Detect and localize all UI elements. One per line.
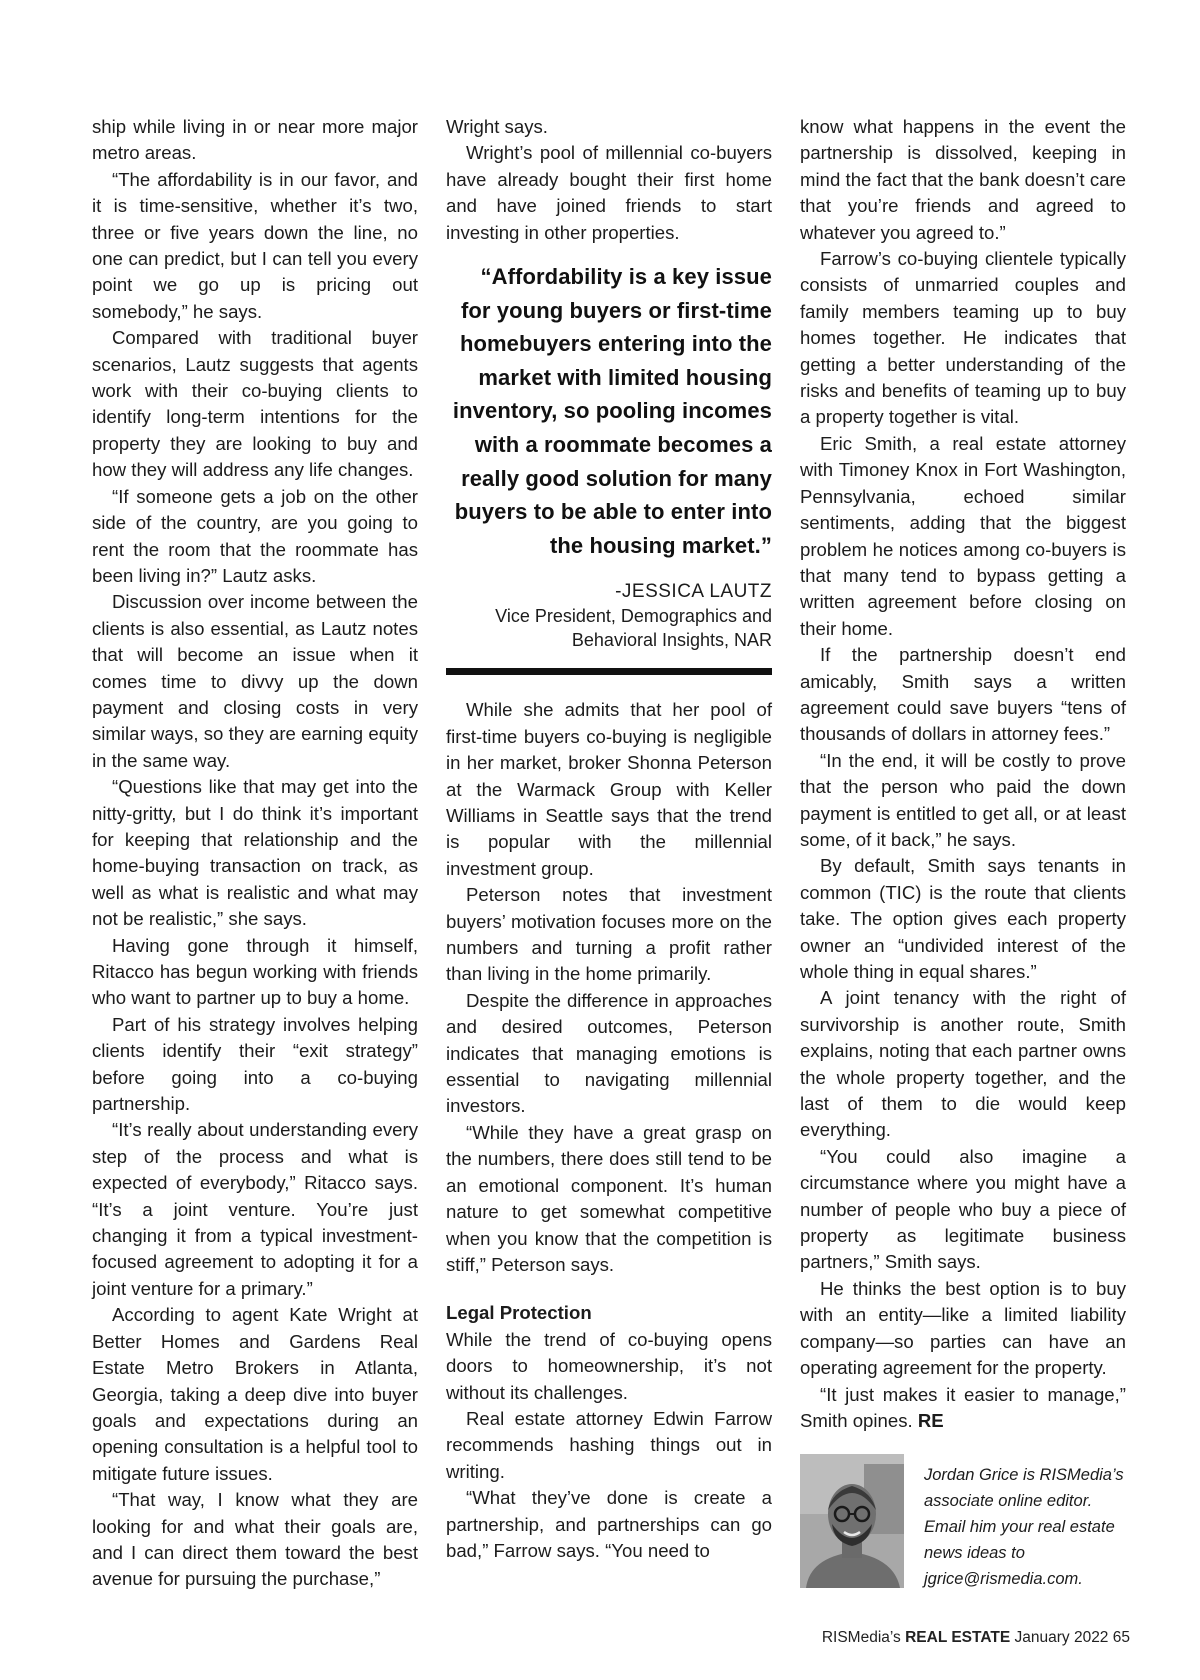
- paragraph: “While they have a great grasp on the numbers, there does still tend to be an emotional component. It’s human nature to get somewhat competitive when you know that the competition is stiff,” Peterson says.: [446, 1121, 772, 1275]
- footer-publisher: RISMedia’s: [821, 1629, 901, 1646]
- footer-magazine-title: REAL ESTATE: [905, 1629, 1011, 1646]
- paragraph: According to agent Kate Wright at Better Homes and Gardens Real Estate Metro Brokers in Atlanta, Georgia, taking a deep dive into buyer goals and expectations during an opening consultation is a helpful tool to mitigate future issues.: [92, 1304, 418, 1484]
- paragraph: “You could also imagine a circumstance where you might have a number of people who buy a piece of property as legitimate business partners,” Smith says.: [800, 1145, 1126, 1273]
- paragraph: “That way, I know what they are looking for and what their goals are, and I can direct them toward the best avenue for pursuing the purchase,”: [92, 1489, 418, 1590]
- paragraph: Peterson notes that investment buyers’ motivation focuses more on the numbers and turning a profit rather than living in the home primarily.: [446, 884, 772, 985]
- closing-paragraph-text: “It just makes it easier to manage,” Smith opines.: [800, 1383, 1126, 1431]
- section-heading: Legal Protection: [446, 1302, 592, 1324]
- pull-quote-attribution-title: Vice President, Demographics and Behavioral Insights, NAR: [495, 606, 772, 651]
- paragraph: By default, Smith says tenants in common (TIC) is the route that clients take. The option gives each property owner an “undivided interest of the whole thing in equal shares.”: [800, 855, 1126, 982]
- paragraph: Having gone through it himself, Ritacco has begun working with friends who want to partner up to buy a home.: [92, 934, 418, 1009]
- footer-issue-date: January 2022: [1014, 1629, 1109, 1646]
- paragraph: Farrow’s co-buying clientele typically consists of unmarried couples and family members teaming up to buy homes together. He indicates that getting a better understanding of the risks and benefits of teaming up to buy a property together is vital.: [800, 248, 1126, 428]
- paragraph: Despite the difference in approaches and desired outcomes, Peterson indicates that managing emotions is essential to navigating millennial investors.: [446, 989, 772, 1117]
- paragraph: While the trend of co-buying opens doors to homeownership, it’s not without its challenges.: [446, 1328, 772, 1403]
- paragraph: “What they’ve done is create a partnership, and partnerships can go bad,” Farrow says. “You need to: [446, 1487, 772, 1561]
- paragraph: Wright’s pool of millennial co-buyers have already bought their first home and have joined friends to start investing in other properties.: [446, 142, 772, 243]
- paragraph: “It’s really about understanding every step of the process and what is expected of everybody,” Ritacco says. “It’s a joint venture. You’re just changing it from a typical investment-focused agreement to adopting it for a joint venture for a primary.”: [92, 1119, 418, 1299]
- author-photo: [800, 1454, 904, 1588]
- pull-quote-divider: [446, 668, 772, 675]
- paragraph: “If someone gets a job on the other side of the country, are you going to rent the room that the roommate has been living in?” Lautz asks.: [92, 485, 418, 586]
- paragraph: Compared with traditional buyer scenarios, Lautz suggests that agents work with their co-buying clients to identify long-term intentions for the property they are looking to buy and how they will address any life changes.: [92, 327, 418, 481]
- paragraph: know what happens in the event the partnership is dissolved, keeping in mind the fact that the bank doesn’t care that you’re friends and agreed to whatever you agreed to.”: [800, 116, 1126, 243]
- page-number: 65: [1112, 1629, 1130, 1646]
- author-bio-text: Jordan Grice is RISMedia’s associate online editor. Email him your real estate news ideas to jgrice@rismedia.com.: [924, 1466, 1124, 1589]
- paragraph: If the partnership doesn’t end amicably, Smith says a written agreement could save buyers “tens of thousands of dollars in attorney fees.”: [800, 644, 1126, 745]
- article-column-1: [92, 114, 418, 1593]
- paragraph: Wright says.: [446, 116, 548, 137]
- end-mark: RE: [917, 1409, 944, 1431]
- paragraph: A joint tenancy with the right of survivorship is another route, Smith explains, noting that each partner owns the whole property together, and the last of them to die would keep everything.: [800, 987, 1126, 1141]
- paragraph: He thinks the best option is to buy with an entity—like a limited liability company—so parties can have an operating agreement for the property.: [800, 1277, 1126, 1379]
- pull-quote-block: [446, 260, 772, 652]
- paragraph: Discussion over income between the clients is also essential, as Lautz notes that will become an issue when it comes time to divvy up the down payment and closing costs in very similar ways, so they are earning equity in the same way.: [92, 591, 418, 771]
- article-column-2: [446, 114, 772, 1564]
- paragraph: ship while living in or near more major metro areas.: [92, 116, 418, 164]
- paragraph: “Questions like that may get into the nitty-gritty, but I do think it’s important for keeping that relationship and the home-buying transaction on track, as well as what is realistic and what may not be realistic,” she says.: [92, 776, 418, 930]
- paragraph: Part of his strategy involves helping clients identify their “exit strategy” before going into a co-buying partnership.: [92, 1013, 418, 1115]
- paragraph: “The affordability is in our favor, and it is time-sensitive, whether it’s two, three or five years down the line, no one can predict, but I can tell you every point we go up is pricing out somebody,” he says.: [92, 168, 418, 322]
- author-portrait-icon: [800, 1454, 904, 1588]
- pull-quote-attribution-name: -JESSICA LAUTZ: [615, 581, 772, 603]
- paragraph: [800, 1382, 1126, 1435]
- pull-quote-text: “Affordability is a key issue for young buyers or first-time homebuyers entering into the market with limited housing inventory, so pooling incomes with a roommate becomes a really good solution for many buyers to be able to enter into the housing market.”: [452, 264, 772, 558]
- paragraph: Eric Smith, a real estate attorney with Timoney Knox in Fort Washington, Pennsylvania, echoed similar sentiments, adding that the biggest problem he notices among co-buyers is that many tend to bypass getting a written agreement before closing on their home.: [800, 432, 1126, 639]
- paragraph: “In the end, it will be costly to prove that the person who paid the down payment is entitled to get all, or at least some, of it back,” he says.: [800, 749, 1126, 850]
- author-bio: [800, 1454, 1126, 1588]
- paragraph: Real estate attorney Edwin Farrow recommends hashing things out in writing.: [446, 1407, 772, 1482]
- paragraph: While she admits that her pool of first-time buyers co-buying is negligible in her market, broker Shonna Peterson at the Warmack Group with Keller Williams in Seattle says that the trend is popular with the millennial investment group.: [446, 699, 772, 879]
- page-footer: [822, 1629, 1130, 1647]
- article-column-3: [800, 114, 1126, 1588]
